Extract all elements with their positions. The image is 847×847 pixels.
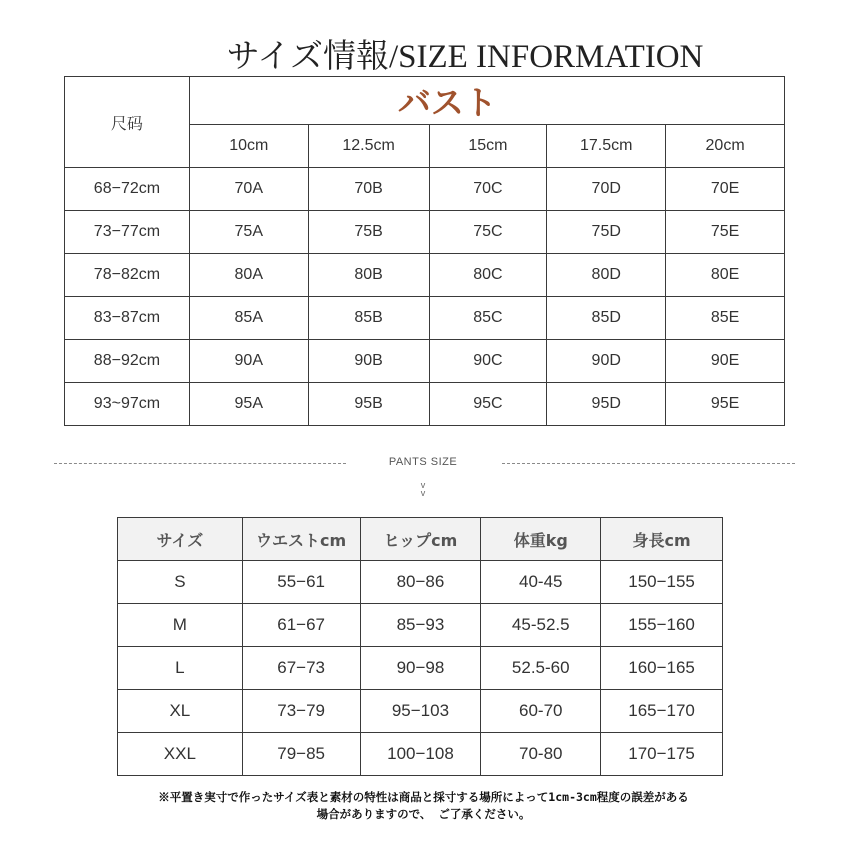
pants-size-cell: 79−85 [242,733,360,776]
underbust-range: 88−92cm [65,340,190,383]
table-row [118,561,723,604]
bra-size-cell: 85E [666,297,785,340]
pants-size-cell: 80−86 [360,561,481,604]
pants-size-cell: S [118,561,243,604]
pants-size-cell: 52.5-60 [481,647,601,690]
table-row [65,297,785,340]
note-line: ※平置き実寸で作ったサイズ表と素材の特性は商品と採寸する場所によって1cm-3cm程度の誤差がある [158,790,689,804]
right-dashed-divider [502,463,795,464]
pants-size-cell: 61−67 [242,604,360,647]
pants-size-cell: M [118,604,243,647]
pants-size-cell: 150−155 [601,561,723,604]
pants-size-cell: 85−93 [360,604,481,647]
table-row [65,168,785,211]
pants-size-cell: 165−170 [601,690,723,733]
bra-size-cell: 80B [308,254,429,297]
underbust-range: 93~97cm [65,383,190,426]
bra-size-cell: 90C [429,340,547,383]
pants-column-header: サイズ [118,518,243,561]
chevron-down-icon: v [420,480,426,490]
pants-size-cell: 100−108 [360,733,481,776]
bra-size-table [64,76,785,426]
table-row [65,211,785,254]
underbust-range: 78−82cm [65,254,190,297]
table-row [65,340,785,383]
bra-size-cell: 85C [429,297,547,340]
pants-size-cell: 45-52.5 [481,604,601,647]
cup-column-header: 10cm [189,125,308,168]
bra-size-cell: 75C [429,211,547,254]
table-row [118,647,723,690]
pants-size-cell: 60-70 [481,690,601,733]
pants-size-label: PANTS SIZE [388,456,458,468]
pants-size-cell: L [118,647,243,690]
pants-size-cell: 95−103 [360,690,481,733]
bra-size-cell: 90E [666,340,785,383]
table-row [118,604,723,647]
cup-column-header: 20cm [666,125,785,168]
pants-size-cell: 155−160 [601,604,723,647]
bust-group-label [189,77,784,125]
bra-size-cell: 85D [547,297,666,340]
left-dashed-divider [54,463,346,464]
pants-header-row [118,518,723,561]
underbust-range: 83−87cm [65,297,190,340]
pants-size-cell: 70-80 [481,733,601,776]
underbust-range: 73−77cm [65,211,190,254]
table-row [118,733,723,776]
underbust-range: 68−72cm [65,168,190,211]
bra-size-cell: 70B [308,168,429,211]
table-row [65,254,785,297]
bra-size-cell: 95E [666,383,785,426]
bra-size-cell: 85B [308,297,429,340]
bra-size-cell: 85A [189,297,308,340]
bra-size-cell: 90D [547,340,666,383]
bra-size-cell: 80D [547,254,666,297]
bra-size-cell: 70D [547,168,666,211]
bra-size-cell: 75E [666,211,785,254]
cup-column-header: 17.5cm [547,125,666,168]
bra-size-cell: 80A [189,254,308,297]
cup-column-header: 15cm [429,125,547,168]
row-header-label: 尺码 [65,77,190,168]
bra-size-cell: 95D [547,383,666,426]
pants-column-header: 身長cm [601,518,723,561]
bra-size-cell: 95C [429,383,547,426]
pants-size-table [117,517,723,776]
chevron-down-icon: v [420,488,426,498]
pants-column-header: ウエストcm [242,518,360,561]
note-line: 場合がありますので、 ご了承ください。 [316,807,531,821]
pants-column-header: 体重kg [481,518,601,561]
bra-size-cell: 80C [429,254,547,297]
bra-size-cell: 70C [429,168,547,211]
bra-size-cell: 80E [666,254,785,297]
bra-size-cell: 75D [547,211,666,254]
cup-column-header: 12.5cm [308,125,429,168]
bra-size-cell: 70E [666,168,785,211]
size-note [60,789,787,823]
table-row [65,383,785,426]
pants-size-cell: 170−175 [601,733,723,776]
pants-size-cell: 67−73 [242,647,360,690]
bra-size-cell: 90A [189,340,308,383]
pants-size-cell: 55−61 [242,561,360,604]
bra-size-cell: 95A [189,383,308,426]
pants-size-cell: XL [118,690,243,733]
pants-size-cell: 73−79 [242,690,360,733]
pants-size-cell: XXL [118,733,243,776]
bra-size-cell: 95B [308,383,429,426]
pants-size-cell: 90−98 [360,647,481,690]
pants-size-cell: 40-45 [481,561,601,604]
pants-column-header: ヒップcm [360,518,481,561]
bra-size-cell: 75B [308,211,429,254]
table-row [118,690,723,733]
bra-size-cell: 75A [189,211,308,254]
bust-label: バスト [397,83,497,122]
pants-size-cell: 160−165 [601,647,723,690]
bra-size-cell: 70A [189,168,308,211]
bra-size-cell: 90B [308,340,429,383]
page-title: サイズ情報/SIZE INFORMATION [226,39,704,75]
